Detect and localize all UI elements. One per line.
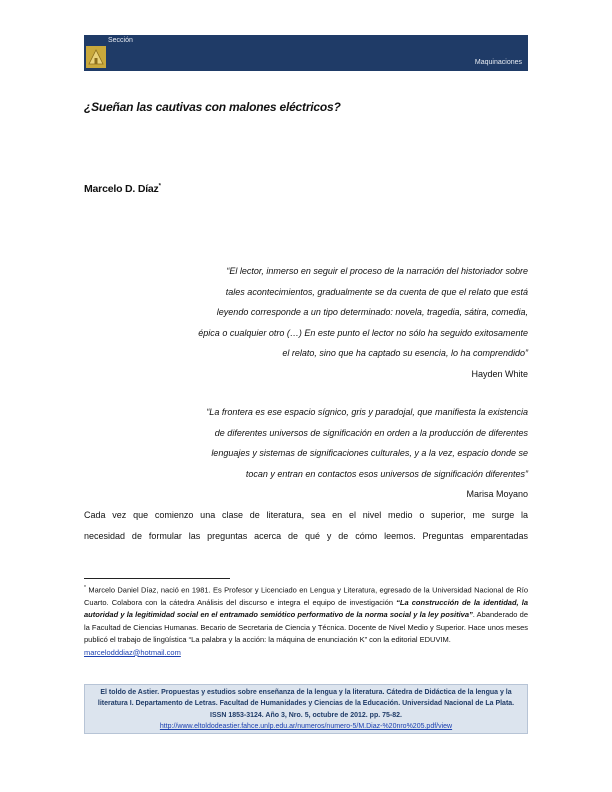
quote-attribution: Marisa Moyano [466, 489, 528, 500]
quote-line: tocan y entran en contactos esos universos de significación diferentes” [245, 468, 528, 479]
body-line: Cada vez que comienzo una clase de literatura, sea en el nivel medio o superior, me surge la [84, 510, 528, 520]
header-journal-label: Maquinaciones [474, 59, 522, 66]
quote-attribution: Hayden White [471, 368, 528, 379]
body-line: necesidad de formular las preguntas acerca de qué y de cómo leemos. Preguntas emparentadas [84, 530, 528, 541]
article-title: ¿Sueñan las cautivas con malones eléctricos? [84, 100, 341, 114]
journal-logo-icon [86, 46, 106, 68]
author-footnote [84, 582, 528, 659]
author-email-link[interactable]: marcelodddiaz@hotmail.com [84, 647, 181, 657]
footnote-text-a: 1981. Es Profesor y Licenciado en Lengua y Literatura, egresado de la Universidad Nacional de Río Cuarto. Colabora con la cátedra Análisis del discurso e integra el equipo de investigación [84, 585, 528, 607]
quote-line: lenguajes y sistemas de significaciones culturales, y a la vez, espacio donde se [211, 448, 528, 459]
quote-line: “La frontera es ese espacio sígnico, gris y paradojal, que manifiesta la existencia [206, 407, 528, 417]
page-header [84, 35, 528, 71]
footnote-name: Marcelo Daniel Díaz, nació en [88, 585, 190, 595]
footnote-marker: * [84, 585, 86, 591]
footnote-project-title: “La construcción de la identidad, la autoridad y la legitimidad social en el entramado semiótico performativo de la norma social y la ley positiva” [84, 597, 528, 620]
quote-line: tales acontecimientos, gradualmente se da cuenta de que el relato que está [225, 286, 528, 297]
quote-line: épica o cualquier otro (…) En este punto el lector no sólo ha seguido exitosamente [198, 327, 528, 338]
footnote-text-b: . Abanderado de la Facultad de Ciencias Humanas. Becario de Secretaria de Ciencia y Técnica. Docente de Nivel Medio y Superior. Hace unos meses publicó el trabajo de lingüística “La palabra y la acción: la máquina de enunciación K” con la editorial EDUVIM. [84, 610, 528, 645]
quote-line: leyendo corresponde a un tipo determinado: novela, tragedia, sátira, comedia, [216, 307, 528, 318]
footer-url-link[interactable]: http://www.eltoldodeastier.fahce.unlp.edu.ar/numeros/numero-5/M.Diaz-%20nro%205.pdf/view [159, 723, 453, 731]
quote-line: de diferentes universos de significación en orden a la producción de diferentes [214, 427, 528, 438]
body-paragraph [84, 505, 528, 546]
quote-line: “El lector, inmerso en seguir el proceso de la narración del historiador sobre [226, 266, 528, 276]
citation-footer [84, 684, 528, 734]
header-section-label: Sección [108, 37, 133, 44]
article-author [84, 183, 161, 195]
epigraph-marisa-moyano [128, 402, 528, 505]
footer-citation: El toldo de Astier. Propuestas y estudios sobre enseñanza de la lengua y la literatura. Cátedra de Didáctica de la lengua y la literatura I. Departamento de Letras. Facultad de Humanidades y Ciencias de la Educación. Universidad Nacional de La Plata. ISSN 1853-3124. Año 3, Nro. 5, octubre de 2012. pp. 75-82. [97, 689, 515, 719]
footnote-divider [84, 578, 230, 579]
epigraph-hayden-white [128, 261, 528, 385]
author-footnote-marker[interactable]: * [158, 183, 161, 190]
quote-line: el relato, sino que ha captado su esencia, lo ha comprendido” [282, 348, 528, 359]
author-name: Marcelo D. Díaz [84, 183, 159, 195]
